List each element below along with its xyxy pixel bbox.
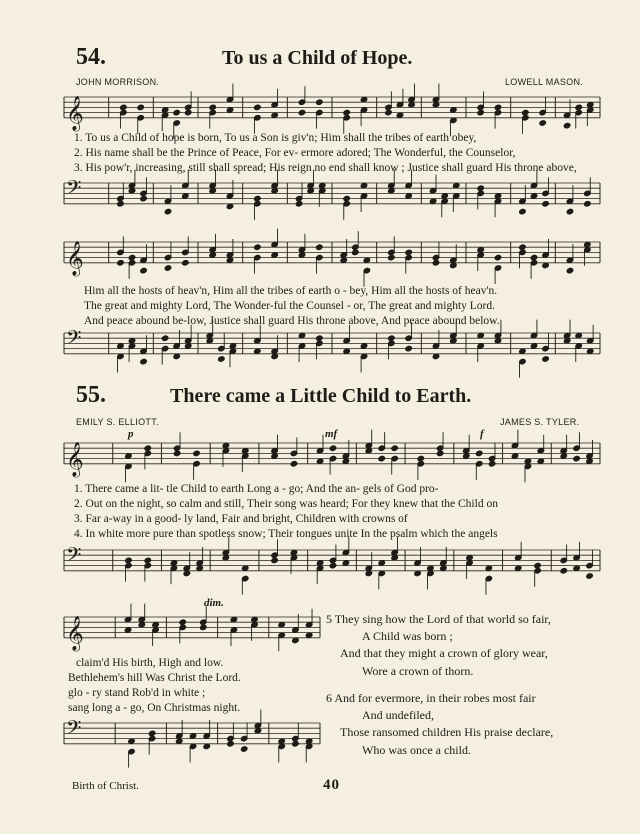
lyric-line: 3. Far a-way in a good- ly land, Fair and bright, Children with crowns of xyxy=(74,513,408,525)
hymn-55-lyrics-system-1 xyxy=(74,482,604,542)
footer-topic: Birth of Christ. xyxy=(72,780,139,792)
lyric-line: 1. There came a lit- tle Child to earth Long a - go; And the an- gels of God pro- xyxy=(74,483,439,495)
stanza-line: Who was once a child. xyxy=(362,742,471,757)
hymn-55-number: 55. xyxy=(76,382,106,408)
lyric-line: And peace abound be-low, Justice shall guard His throne above, And peace abound below. xyxy=(84,315,500,327)
svg-text:𝄞: 𝄞 xyxy=(66,615,84,651)
dynamic-mezzo-forte: mf xyxy=(325,428,338,440)
stanza-line: And undefiled, xyxy=(362,708,434,723)
stanza-line: 6 And for evermore, in their robes most fair xyxy=(326,691,536,705)
lyric-line: The great and mighty Lord, The Wonder-ful the Counsel - or, The great and mighty Lord. xyxy=(84,300,496,312)
lyric-line: Bethlehem's hill Was Christ the Lord. xyxy=(68,672,241,684)
stanza-line: And that they might a crown of glory wear, xyxy=(340,646,548,661)
extra-stanza-5 xyxy=(326,611,626,680)
stanza-line: A Child was born ; xyxy=(362,629,453,644)
hymn-54-lyricist: JOHN MORRISON. xyxy=(76,77,160,87)
svg-text:𝄢: 𝄢 xyxy=(66,176,82,204)
hymn-54-composer: LOWELL MASON. xyxy=(505,77,584,87)
lyric-line: Him all the hosts of heav'n, Him all the tribes of earth o - bey, Him all the hosts of heav'n. xyxy=(84,285,498,297)
svg-text:𝄞: 𝄞 xyxy=(66,441,84,477)
lyric-line: 3. His pow'r, increasing, still shall spread; His reign no end shall know ; Justice shall guard His throne above, xyxy=(74,162,577,174)
dynamic-piano: p xyxy=(128,428,134,440)
hymn-55-title: There came a Little Child to Earth. xyxy=(170,385,472,407)
lyric-line: 2. His name shall be the Prince of Peace, For ev- ermore adored; The Wonderful, the Counselor, xyxy=(74,147,516,159)
svg-text:𝄢: 𝄢 xyxy=(66,716,82,744)
lyric-line: 1. To us a Child of hope is born, To us a Son is giv'n; Him shall the tribes of earth obey, xyxy=(74,132,477,144)
hymn-55-lyrics-system-2 xyxy=(68,656,318,716)
dynamic-diminuendo: dim. xyxy=(204,597,224,609)
hymn-55-composer: JAMES S. TYLER. xyxy=(500,417,580,427)
stanza-line: Those ransomed children His praise declare, xyxy=(340,725,554,740)
dynamic-forte: f xyxy=(480,428,484,440)
stanza-line: 5 They sing how the Lord of that world so fair, xyxy=(326,612,551,626)
hymn-54-title: To us a Child of Hope. xyxy=(222,47,413,69)
svg-text:𝄢: 𝄢 xyxy=(66,326,82,354)
svg-text:𝄢: 𝄢 xyxy=(66,543,82,571)
extra-stanza-6 xyxy=(326,690,626,759)
stanza-line: Wore a crown of thorn. xyxy=(362,663,474,678)
lyric-line: 2. Out on the night, so calm and still, Their song was heard; For they knew that the Child on xyxy=(74,498,498,510)
svg-text:𝄞: 𝄞 xyxy=(66,240,84,276)
lyric-line: sang long a - go, On Christmas night. xyxy=(68,702,241,714)
hymn-55-lyricist: EMILY S. ELLIOTT. xyxy=(76,417,159,427)
lyric-line: glo - ry stand Rob'd in white ; xyxy=(68,687,206,699)
page-number: 40 xyxy=(323,777,340,793)
lyric-line: claim'd His birth, High and low. xyxy=(76,657,224,669)
hymn-54-number: 54. xyxy=(76,44,106,70)
svg-text:𝄞: 𝄞 xyxy=(66,95,84,131)
lyric-line: 4. In white more pure than spotless snow; Their tongues unite In the psalm which the angels xyxy=(74,528,498,540)
hymn-54-lyrics-system-1 xyxy=(74,131,604,176)
hymn-54-lyrics-system-2 xyxy=(84,284,604,329)
